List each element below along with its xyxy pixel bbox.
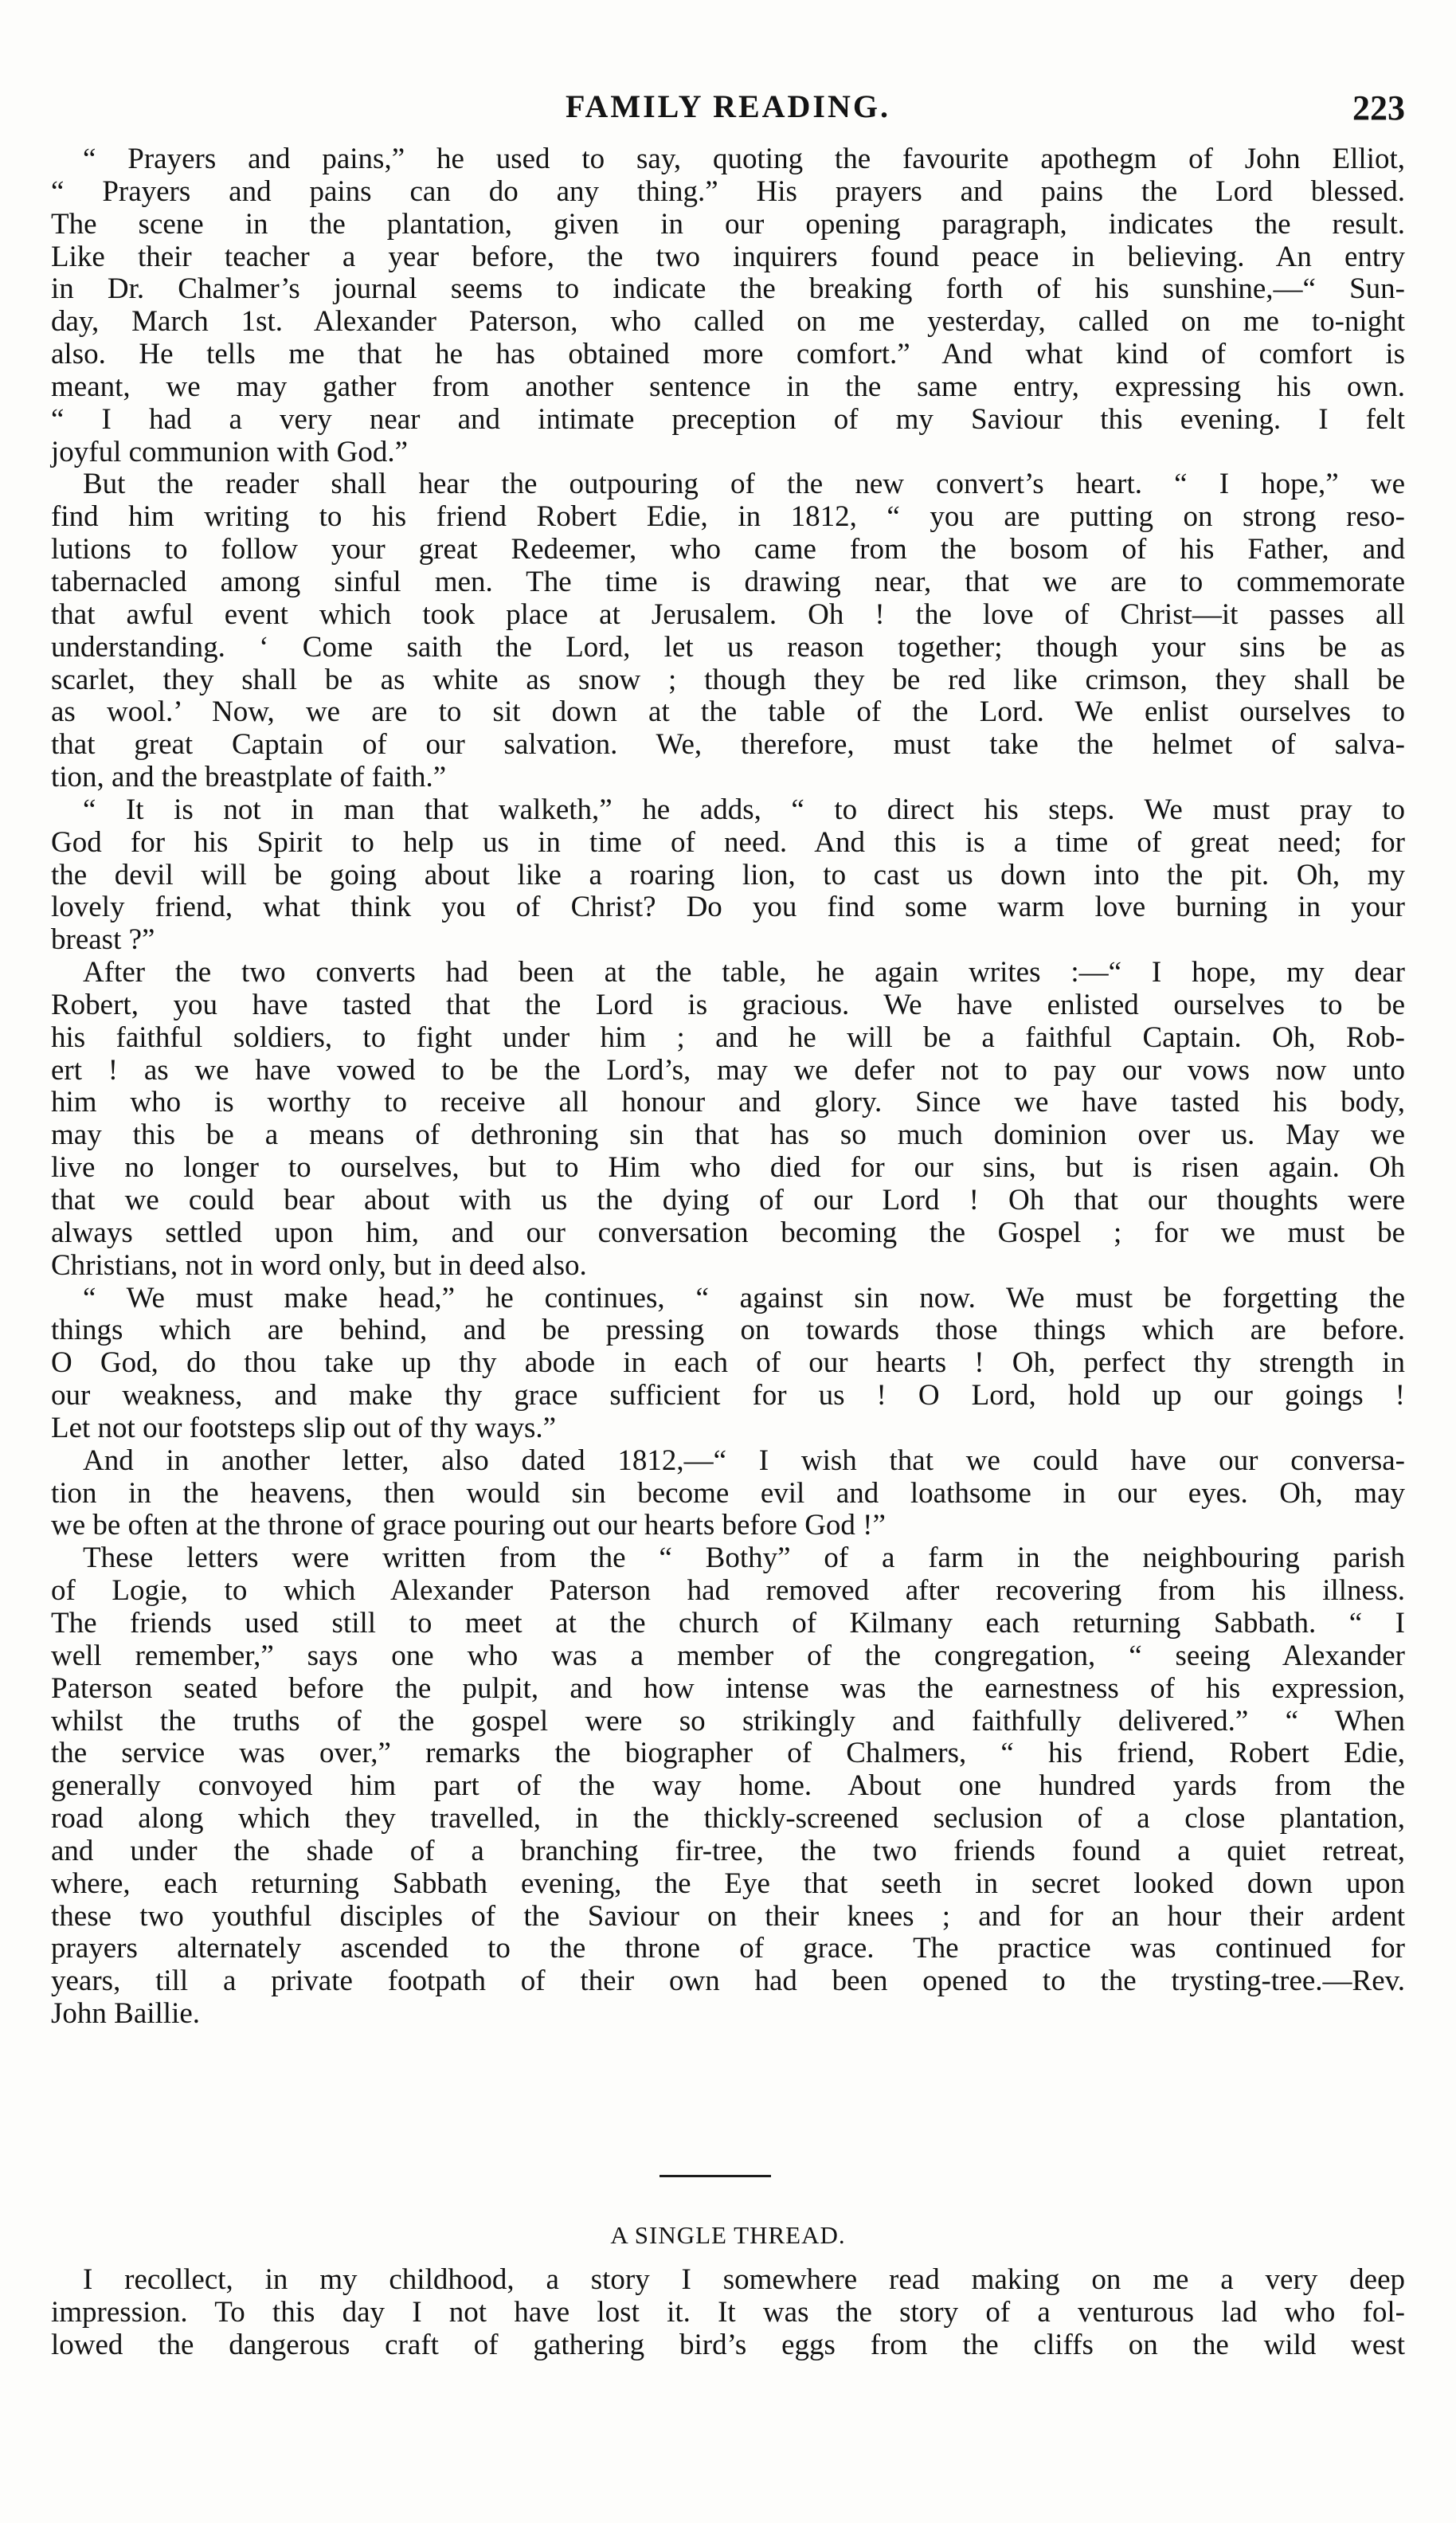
text-line: that we could bear about with us the dying of our Lord ! Oh that our thoughts were	[51, 1184, 1405, 1216]
running-title: FAMILY READING.	[566, 88, 890, 124]
text-line: and under the shade of a branching fir-tree, the two friends found a quiet retreat,	[51, 1834, 1405, 1867]
text-line: Robert, you have tasted that the Lord is gracious. We have enlisted ourselves to be	[51, 988, 1405, 1021]
text-line: “ We must make head,” he continues, “ against sin now. We must be forgetting the	[83, 1281, 1405, 1314]
text-line: The friends used still to meet at the church of Kilmany each returning Sabbath. “ I	[51, 1606, 1405, 1640]
text-line: lowed the dangerous craft of gathering bird’s eggs from the cliffs on the wild west	[51, 2328, 1405, 2361]
section-divider	[660, 2175, 771, 2177]
text-line: that great Captain of our salvation. We, therefore, must take the helmet of salva-	[51, 728, 1405, 762]
text-line: scarlet, they shall be as white as snow ; though they be red like crimson, they shall be	[51, 663, 1405, 696]
text-line: I recollect, in my childhood, a story I somewhere read making on me a very deep	[83, 2263, 1405, 2296]
text-line: meant, we may gather from another sentence in the same entry, expressing his own.	[51, 370, 1405, 403]
text-line: the devil will be going about like a roaring lion, to cast us down into the pit. Oh, my	[51, 858, 1405, 891]
text-line: understanding. ‘ Come saith the Lord, let us reason together; though your sins be as	[51, 630, 1405, 664]
text-line: “ Prayers and pains can do any thing.” His prayers and pains the Lord blessed.	[51, 174, 1405, 208]
text-line: find him writing to his friend Robert Edie, in 1812, “ you are putting on strong reso-	[51, 500, 1405, 534]
text-line: things which are behind, and be pressing on towards those things which are before.	[51, 1314, 1405, 1347]
text-line: tabernacled among sinful men. The time is drawing near, that we are to commemorate	[51, 565, 1405, 598]
text-line: tion, and the breastplate of faith.”	[51, 761, 447, 794]
section-heading: A SINGLE THREAD.	[610, 2221, 846, 2249]
text-line: Like their teacher a year before, the two inquirers found peace in believing. An entry	[51, 240, 1405, 273]
text-line: tion in the heavens, then would sin become evil and loathsome in our eyes. Oh, may	[51, 1476, 1405, 1510]
text-line: lovely friend, what think you of Christ? Do you find some warm love burning in your	[51, 891, 1405, 924]
text-line: always settled upon him, and our conversation becoming the Gospel ; for we must be	[51, 1216, 1405, 1249]
text-line: also. He tells me that he has obtained more comfort.” And what kind of comfort is	[51, 338, 1405, 371]
text-line: his faithful soldiers, to fight under him ; and he will be a faithful Captain. Oh, Rob-	[51, 1021, 1405, 1054]
text-line: Let not our footsteps slip out of thy ways.”	[51, 1411, 557, 1444]
text-line: joyful communion with God.”	[51, 435, 409, 468]
page-number: 223	[1352, 88, 1405, 127]
text-line: live no longer to ourselves, but to Him who died for our sins, but is risen again. Oh	[51, 1151, 1405, 1185]
text-line: whilst the truths of the gospel were so strikingly and faithfully delivered.” “ When	[51, 1704, 1405, 1738]
text-line: where, each returning Sabbath evening, the Eye that seeth in secret looked down upon	[51, 1867, 1405, 1900]
text-line: But the reader shall hear the outpouring of the new convert’s heart. “ I hope,” we	[83, 468, 1405, 501]
text-line: These letters were written from the “ Bothy” of a farm in the neighbouring parish	[83, 1542, 1405, 1575]
text-line: may this be a means of dethroning sin that has so much dominion over us. May we	[51, 1119, 1405, 1152]
text-line: “ Prayers and pains,” he used to say, quoting the favourite apothegm of John Elliot,	[83, 143, 1405, 175]
text-line: “ I had a very near and intimate preception of my Saviour this evening. I felt	[51, 402, 1405, 436]
text-line: breast ?”	[51, 923, 155, 957]
text-line: these two youthful disciples of the Saviour on their knees ; and for an hour their ardent	[51, 1899, 1405, 1933]
text-line: our weakness, and make thy grace sufficient for us ! O Lord, hold up our goings !	[51, 1379, 1405, 1412]
text-line: Christians, not in word only, but in deed also.	[51, 1248, 587, 1282]
text-line: The scene in the plantation, given in our opening paragraph, indicates the result.	[51, 207, 1405, 241]
text-line: John Baillie.	[51, 1997, 201, 2031]
text-line: we be often at the throne of grace pouring out our hearts before God !”	[51, 1509, 886, 1542]
text-line: lutions to follow your great Redeemer, who came from the bosom of his Father, and	[51, 533, 1405, 566]
text-line: that awful event which took place at Jerusalem. Oh ! the love of Christ—it passes all	[51, 597, 1405, 631]
text-line: prayers alternately ascended to the throne of grace. The practice was continued for	[51, 1932, 1405, 1965]
text-line: as wool.’ Now, we are to sit down at the table of the Lord. We enlist ourselves to	[51, 695, 1405, 729]
text-line: impression. To this day I not have lost it. It was the story of a venturous lad who fol-	[51, 2295, 1405, 2329]
text-line: him who is worthy to receive all honour and glory. Since we have tasted his body,	[51, 1086, 1405, 1119]
text-line: God for his Spirit to help us in time of need. And this is a time of great need; for	[51, 825, 1405, 859]
text-line: road along which they travelled, in the thickly-screened seclusion of a close plantation,	[51, 1802, 1405, 1835]
text-line: well remember,” says one who was a member of the congregation, “ seeing Alexander	[51, 1639, 1405, 1672]
text-line: years, till a private footpath of their own had been opened to the trysting-tree.—Rev.	[51, 1965, 1405, 1998]
section-body	[51, 2264, 1405, 2362]
text-line: O God, do thou take up thy abode in each of our hearts ! Oh, perfect thy strength in	[51, 1346, 1405, 1380]
running-header	[51, 88, 1405, 135]
text-line: ert ! as we have vowed to be the Lord’s, may we defer not to pay our vows now unto	[51, 1053, 1405, 1087]
text-line: generally convoyed him part of the way home. About one hundred yards from the	[51, 1769, 1405, 1803]
text-line: in Dr. Chalmer’s journal seems to indicate the breaking forth of his sunshine,—“ Sun-	[51, 272, 1405, 306]
text-line: “ It is not in man that walketh,” he adds, “ to direct his steps. We must pray to	[83, 793, 1405, 826]
text-line: Paterson seated before the pulpit, and how intense was the earnestness of his expression,	[51, 1671, 1405, 1705]
text-line: And in another letter, also dated 1812,—“ I wish that we could have our conversa-	[83, 1444, 1405, 1477]
text-line: of Logie, to which Alexander Paterson had removed after recovering from his illness.	[51, 1574, 1405, 1608]
text-line: the service was over,” remarks the biographer of Chalmers, “ his friend, Robert Edie,	[51, 1737, 1405, 1770]
text-line: day, March 1st. Alexander Paterson, who called on me yesterday, called on me to-night	[51, 305, 1405, 339]
text-line: After the two converts had been at the table, he again writes :—“ I hope, my dear	[83, 956, 1405, 989]
article-body	[51, 143, 1405, 2031]
